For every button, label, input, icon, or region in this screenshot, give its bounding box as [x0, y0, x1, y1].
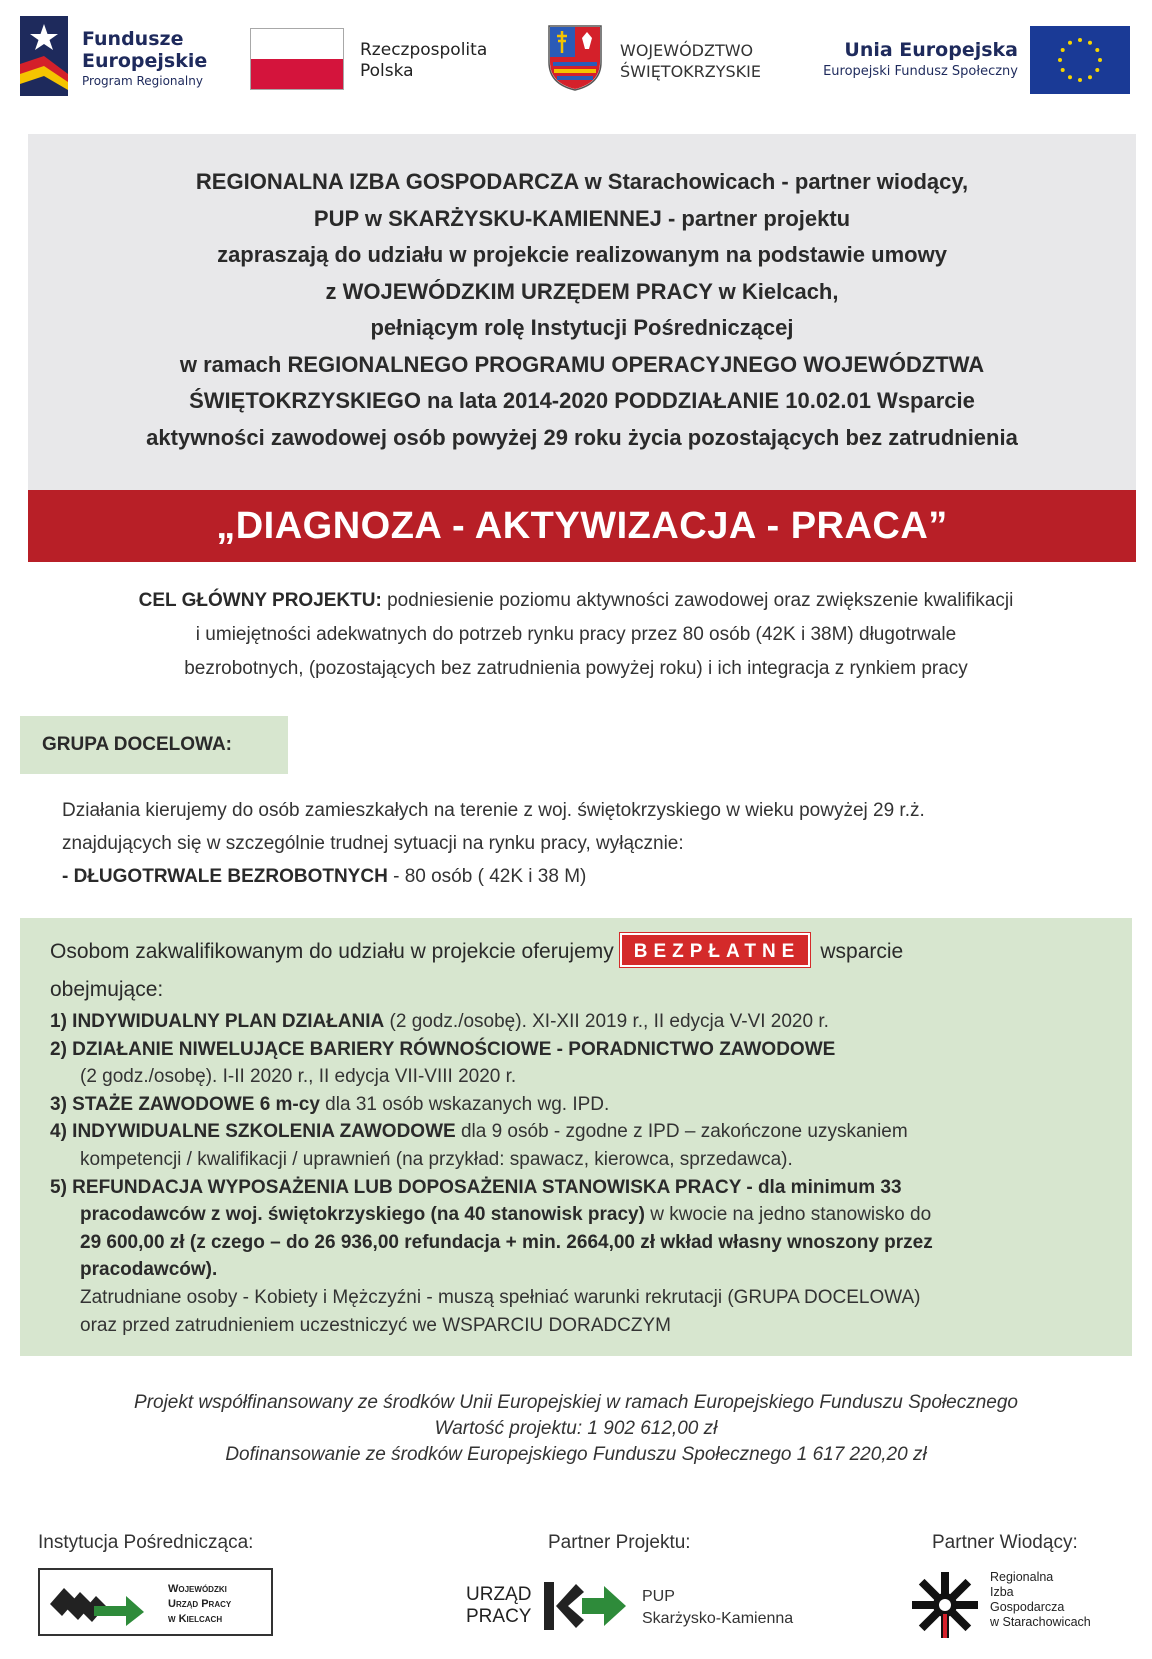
group-line2: znajdujących się w szczególnie trudnej sytuacji na rynku pracy, wyłącznie:: [62, 833, 684, 854]
support-intro-line2: obejmujące:: [50, 978, 164, 1001]
list-item: [50, 1008, 1120, 1036]
wup-arrow-icon: [46, 1578, 146, 1628]
project-title-banner: [28, 490, 1136, 562]
goal-line2: i umiejętności adekwatnych do potrzeb rynku pracy przez 80 osób (42K i 38M) długotrwale: [195, 624, 957, 645]
pup-logo: [466, 1572, 826, 1638]
item4-cont: kompetencji / kwalifikacji / uprawnień (na przykład: spawacz, kierowca, sprzedawca).: [80, 1148, 793, 1170]
item5-title: 5) REFUNDACJA WYPOSAŻENIA LUB DOPOSAŻENIA STANOWISKA PRACY - dla minimum 33: [50, 1176, 902, 1198]
item2-text: (2 godz./osobę). I-II 2020 r., II edycja VII-VIII 2020 r.: [80, 1066, 517, 1088]
wup-logo: [38, 1568, 273, 1636]
rp-line1: Rzeczpospolita: [360, 40, 488, 60]
fe-star-icon: [20, 16, 68, 96]
intro-line: REGIONALNA IZBA GOSPODARCZA w Starachowicach - partner wiodący,: [195, 169, 969, 194]
item5-line2-rest: w kwocie na jedno stanowisko do: [644, 1204, 932, 1226]
coat-of-arms-icon: [545, 22, 605, 92]
note-line1: Zatrudniane osoby - Kobiety i Mężczyźni - muszą spełniać warunki rekrutacji (GRUPA DOCELOWA): [80, 1286, 921, 1308]
label-intermediate: Instytucja Pośrednicząca:: [38, 1532, 254, 1553]
target-group-label-box: [20, 716, 288, 774]
pup-line2: Skarżysko-Kamienna: [642, 1610, 794, 1627]
goal-line1: [20, 584, 1132, 618]
finance-line2: Wartość projektu: 1 902 612,00 zł: [434, 1418, 718, 1439]
item3-title: 3) STAŻE ZAWODOWE 6 m-cy: [50, 1093, 320, 1115]
group-line1: Działania kierujemy do osób zamieszkałych na terenie z woj. świętokrzyskiego w wieku powyżej 29 r.ż.: [62, 800, 925, 821]
intro-line: pełniącym rolę Instytucji Pośredniczącej: [370, 315, 794, 340]
pup-word1: URZĄD: [466, 1584, 532, 1605]
intro-text: [28, 164, 1136, 456]
intro-line: zapraszają do udziału w projekcie realizowanym na podstawie umowy: [217, 242, 947, 267]
support-intro: [50, 934, 903, 970]
item5-line4-bold: pracodawców).: [80, 1259, 218, 1281]
support-intro-before: Osobom zakwalifikowanym do udziału w projekcie oferujemy: [50, 940, 614, 963]
ue-subtitle: Europejski Fundusz Społeczny: [823, 64, 1018, 79]
intro-line: w ramach REGIONALNEGO PROGRAMU OPERACYJNEGO WOJEWÓDZTWA: [179, 351, 985, 377]
goal-label: CEL GŁÓWNY PROJEKTU:: [138, 590, 382, 611]
free-badge: BEZPŁATNE: [620, 933, 811, 967]
target-group-text: [62, 794, 1132, 893]
finance-line1: Projekt współfinansowany ze środków Unii Europejskiej w ramach Europejskiego Funduszu Społecznego: [134, 1392, 1018, 1413]
intro-line: z WOJEWÓDZKIM URZĘDEM PRACY w Kielcach,: [325, 278, 839, 304]
wup-line2: Urząd Pracy: [168, 1598, 232, 1610]
group-line3-rest: - 80 osób ( 42K i 38 M): [387, 866, 587, 887]
goal-line3: bezrobotnych, (pozostających bez zatrudnienia powyżej roku) i ich integracja z rynkiem pracy: [184, 658, 968, 679]
list-item: [50, 1174, 1120, 1202]
goal-line1-text: podniesienie poziomu aktywności zawodowej oraz zwiększenie kwalifikacji: [381, 590, 1014, 611]
fe-title-line2: Europejskie: [82, 50, 208, 72]
rig-emblem-icon: [910, 1570, 980, 1640]
rig-line2: Izba: [990, 1585, 1014, 1599]
item5-line2: [50, 1201, 1120, 1229]
unia-europejska-logo: [798, 26, 1134, 96]
support-intro-after: wsparcie: [820, 940, 904, 963]
item5-line3: [50, 1229, 1120, 1257]
item1-title: 1) INDYWIDUALNY PLAN DZIAŁANIA: [50, 1011, 385, 1032]
intro-line: ŚWIĘTOKRZYSKIEGO na lata 2014-2020 PODDZIAŁANIE 10.02.01 Wsparcie: [189, 388, 975, 413]
target-group-label: GRUPA DOCELOWA:: [42, 734, 232, 755]
rig-line3: Gospodarcza: [990, 1600, 1065, 1614]
item1-text: (2 godz./osobę). XI-XII 2019 r., II edycja V-VI 2020 r.: [384, 1011, 829, 1032]
ws-line2: ŚWIĘTOKRZYSKIE: [620, 62, 761, 81]
label-lead-partner: Partner Wiodący:: [932, 1532, 1078, 1553]
item4-text: dla 9 osób - zgodne z IPD – zakończone uzyskaniem: [455, 1121, 908, 1143]
rzeczpospolita-logo: [250, 26, 520, 92]
footer-labels: [0, 1532, 1152, 1562]
pup-line1: PUP: [642, 1588, 675, 1605]
financing-info: [20, 1390, 1132, 1468]
fe-title-line1: Fundusze: [82, 28, 184, 50]
wojewodztwo-logo: [545, 22, 790, 94]
item5-line4: [50, 1256, 1120, 1284]
list-item: [50, 1036, 1120, 1064]
item3-text: dla 31 osób wskazanych wg. IPD.: [319, 1093, 610, 1115]
logo-bar: [0, 0, 1152, 110]
group-line3-bold: - DŁUGOTRWALE BEZROBOTNYCH: [62, 866, 388, 887]
list-item: [50, 1118, 1120, 1146]
finance-line3: Dofinansowanie ze środków Europejskiego Funduszu Społecznego 1 617 220,20 zł: [225, 1444, 927, 1465]
list-item: [50, 1091, 1120, 1119]
pup-word2: PRACY: [466, 1606, 532, 1627]
ue-title: Unia Europejska: [844, 39, 1018, 61]
group-line3: [62, 860, 1132, 893]
item4-title: 4) INDYWIDUALNE SZKOLENIA ZAWODOWE: [50, 1121, 456, 1143]
item5-line3-bold: 29 600,00 zł (z czego – do 26 936,00 refundacja + min. 2664,00 zł wkład własny wnoszony przez: [80, 1231, 933, 1253]
support-list: [50, 1008, 1120, 1339]
project-title: „DIAGNOZA - AKTYWIZACJA - PRACA”: [216, 505, 948, 547]
rig-line1: Regionalna: [990, 1570, 1054, 1584]
intro-line: PUP w SKARŻYSKU-KAMIENNEJ - partner projektu: [313, 205, 851, 231]
ws-line1: WOJEWÓDZTWO: [620, 41, 754, 60]
rig-line4: w Starachowicach: [990, 1615, 1091, 1629]
rig-logo: [910, 1566, 1130, 1646]
label-partner: Partner Projektu:: [548, 1532, 691, 1553]
intro-panel: [28, 134, 1136, 490]
wup-line3: w Kielcach: [168, 1613, 223, 1625]
fundusze-europejskie-logo: [20, 16, 230, 96]
main-goal: [20, 584, 1132, 686]
intro-line: aktywności zawodowej osób powyżej 29 roku życia pozostających bez zatrudnienia: [146, 424, 1018, 450]
eu-flag-icon: [1030, 26, 1130, 94]
note-line2: oraz przed zatrudnieniem uczestniczyć we WSPARCIU DORADCZYM: [80, 1314, 671, 1336]
wup-line1: Wojewódzki: [168, 1583, 227, 1595]
item5-line2-bold: pracodawców z woj. świętokrzyskiego (na 40 stanowisk pracy): [80, 1204, 645, 1226]
pup-arrow-icon: [542, 1578, 628, 1634]
item2-title: 2) DZIAŁANIE NIWELUJĄCE BARIERY RÓWNOŚCIOWE - PORADNICTWO ZAWODOWE: [50, 1038, 836, 1060]
support-panel: [20, 918, 1132, 1356]
rp-line2: Polska: [360, 61, 414, 81]
fe-subtitle: Program Regionalny: [82, 74, 203, 88]
polish-flag-icon: [250, 28, 344, 90]
